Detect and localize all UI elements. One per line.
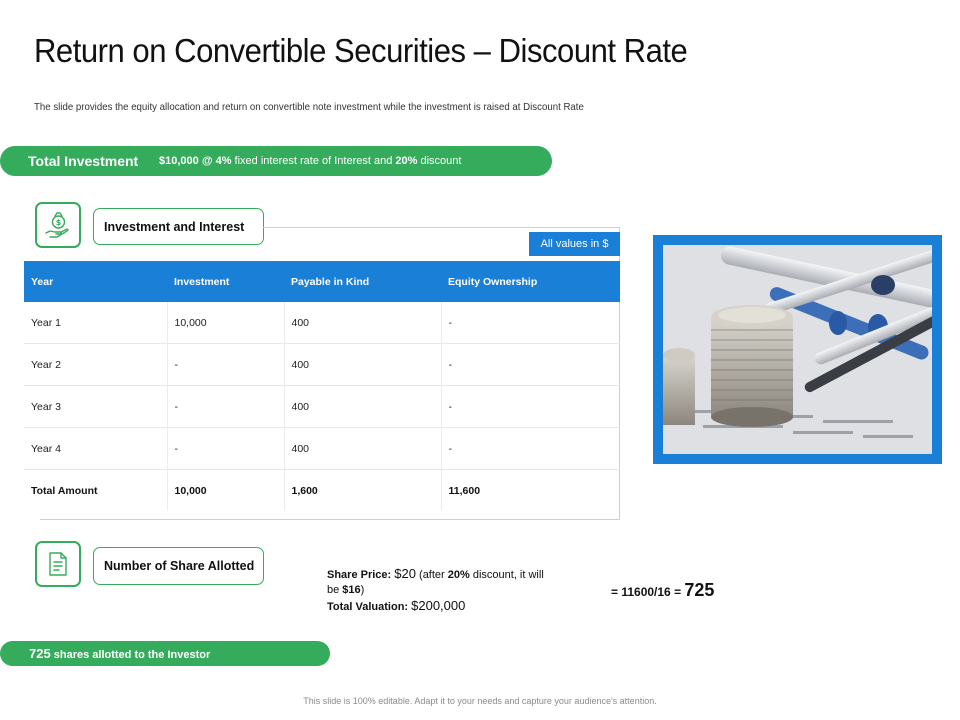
page-title: Return on Convertible Securities – Discount Rate xyxy=(34,32,688,69)
share-price-value: $20 xyxy=(394,566,416,581)
table-cell: Year 2 xyxy=(24,344,167,386)
table-total-row xyxy=(24,470,620,512)
coins-pens-photo xyxy=(653,235,942,464)
share-count-formula xyxy=(611,580,714,601)
investment-table xyxy=(24,261,620,511)
table-cell: Year 4 xyxy=(24,428,167,470)
table-cell: - xyxy=(441,386,620,428)
table-cell: - xyxy=(441,428,620,470)
formula-text: = 11600/16 = xyxy=(611,585,685,599)
table-cell: Total Amount xyxy=(24,470,167,512)
document-icon xyxy=(35,541,81,587)
share-price-label: Share Price: xyxy=(327,569,392,581)
table-row xyxy=(24,428,620,470)
money-hand-icon-graphic xyxy=(43,210,73,240)
table-cell: 400 xyxy=(284,386,441,428)
table-row xyxy=(24,344,620,386)
discount-suffix: discount xyxy=(417,155,462,167)
values-note-badge: All values in $ xyxy=(529,232,620,256)
price-note-pre: (after xyxy=(415,569,448,581)
total-investment-banner xyxy=(0,146,552,176)
table-cell: 10,000 xyxy=(167,470,284,512)
table-header-row xyxy=(24,261,620,302)
investment-interest-heading: Investment and Interest xyxy=(93,208,264,245)
table-cell: 11,600 xyxy=(448,484,481,497)
table-cell: Year 3 xyxy=(24,386,167,428)
table-cell: 400 xyxy=(284,302,441,344)
total-investment-label: Total Investment xyxy=(28,153,139,169)
price-note-pct: 20% xyxy=(447,569,470,581)
column-header: Year xyxy=(24,261,167,302)
table-frame-bottom xyxy=(40,519,620,520)
table-cell: 10,000 xyxy=(167,302,284,344)
table-cell: 400 xyxy=(284,428,441,470)
table-cell: 400 xyxy=(284,344,441,386)
money-hand-icon xyxy=(35,202,81,248)
discount-value: 20% xyxy=(395,155,418,167)
column-header: Investment xyxy=(167,261,284,302)
shares-allotted-text xyxy=(29,646,210,661)
coins-pens-illustration xyxy=(663,245,932,454)
table-cell: 1,600 xyxy=(284,470,441,512)
table-cell: - xyxy=(167,344,284,386)
allotted-text: shares allotted to the Investor xyxy=(50,649,211,661)
table-cell: - xyxy=(167,428,284,470)
table-row xyxy=(24,386,620,428)
svg-text:$: $ xyxy=(55,218,62,227)
rate-text: fixed interest rate of Interest and xyxy=(231,155,396,167)
total-valuation-value: $200,000 xyxy=(411,598,466,613)
table-cell: Year 1 xyxy=(24,302,167,344)
share-price-details xyxy=(327,566,557,615)
price-note-val: $16 xyxy=(342,584,361,596)
investment-amount-rate: $10,000 @ 4% xyxy=(159,155,232,167)
total-investment-text xyxy=(159,155,461,167)
table-row xyxy=(24,302,620,344)
price-note-mid: discount, it will be xyxy=(327,569,544,596)
document-icon-graphic xyxy=(43,549,73,579)
page-subtitle: The slide provides the equity allocation and return on convertible note investment while the investment is raised at Discount Rate xyxy=(34,101,584,113)
share-allotted-heading: Number of Share Allotted xyxy=(93,547,264,585)
price-note-end: ) xyxy=(360,584,365,596)
column-header: Equity Ownership xyxy=(441,261,620,302)
table-cell: - xyxy=(441,302,620,344)
photo-image xyxy=(663,245,932,454)
footer-note: This slide is 100% editable. Adapt it to your needs and capture your audience's attention. xyxy=(303,696,657,706)
table-frame-top xyxy=(263,227,620,228)
shares-allotted-banner xyxy=(0,641,330,666)
column-header: Payable in Kind xyxy=(284,261,441,302)
allotted-count: 725 xyxy=(29,646,51,661)
total-valuation-label: Total Valuation: xyxy=(327,601,409,613)
table-cell: - xyxy=(441,344,620,386)
formula-result: 725 xyxy=(684,580,715,600)
table-cell: - xyxy=(167,386,284,428)
